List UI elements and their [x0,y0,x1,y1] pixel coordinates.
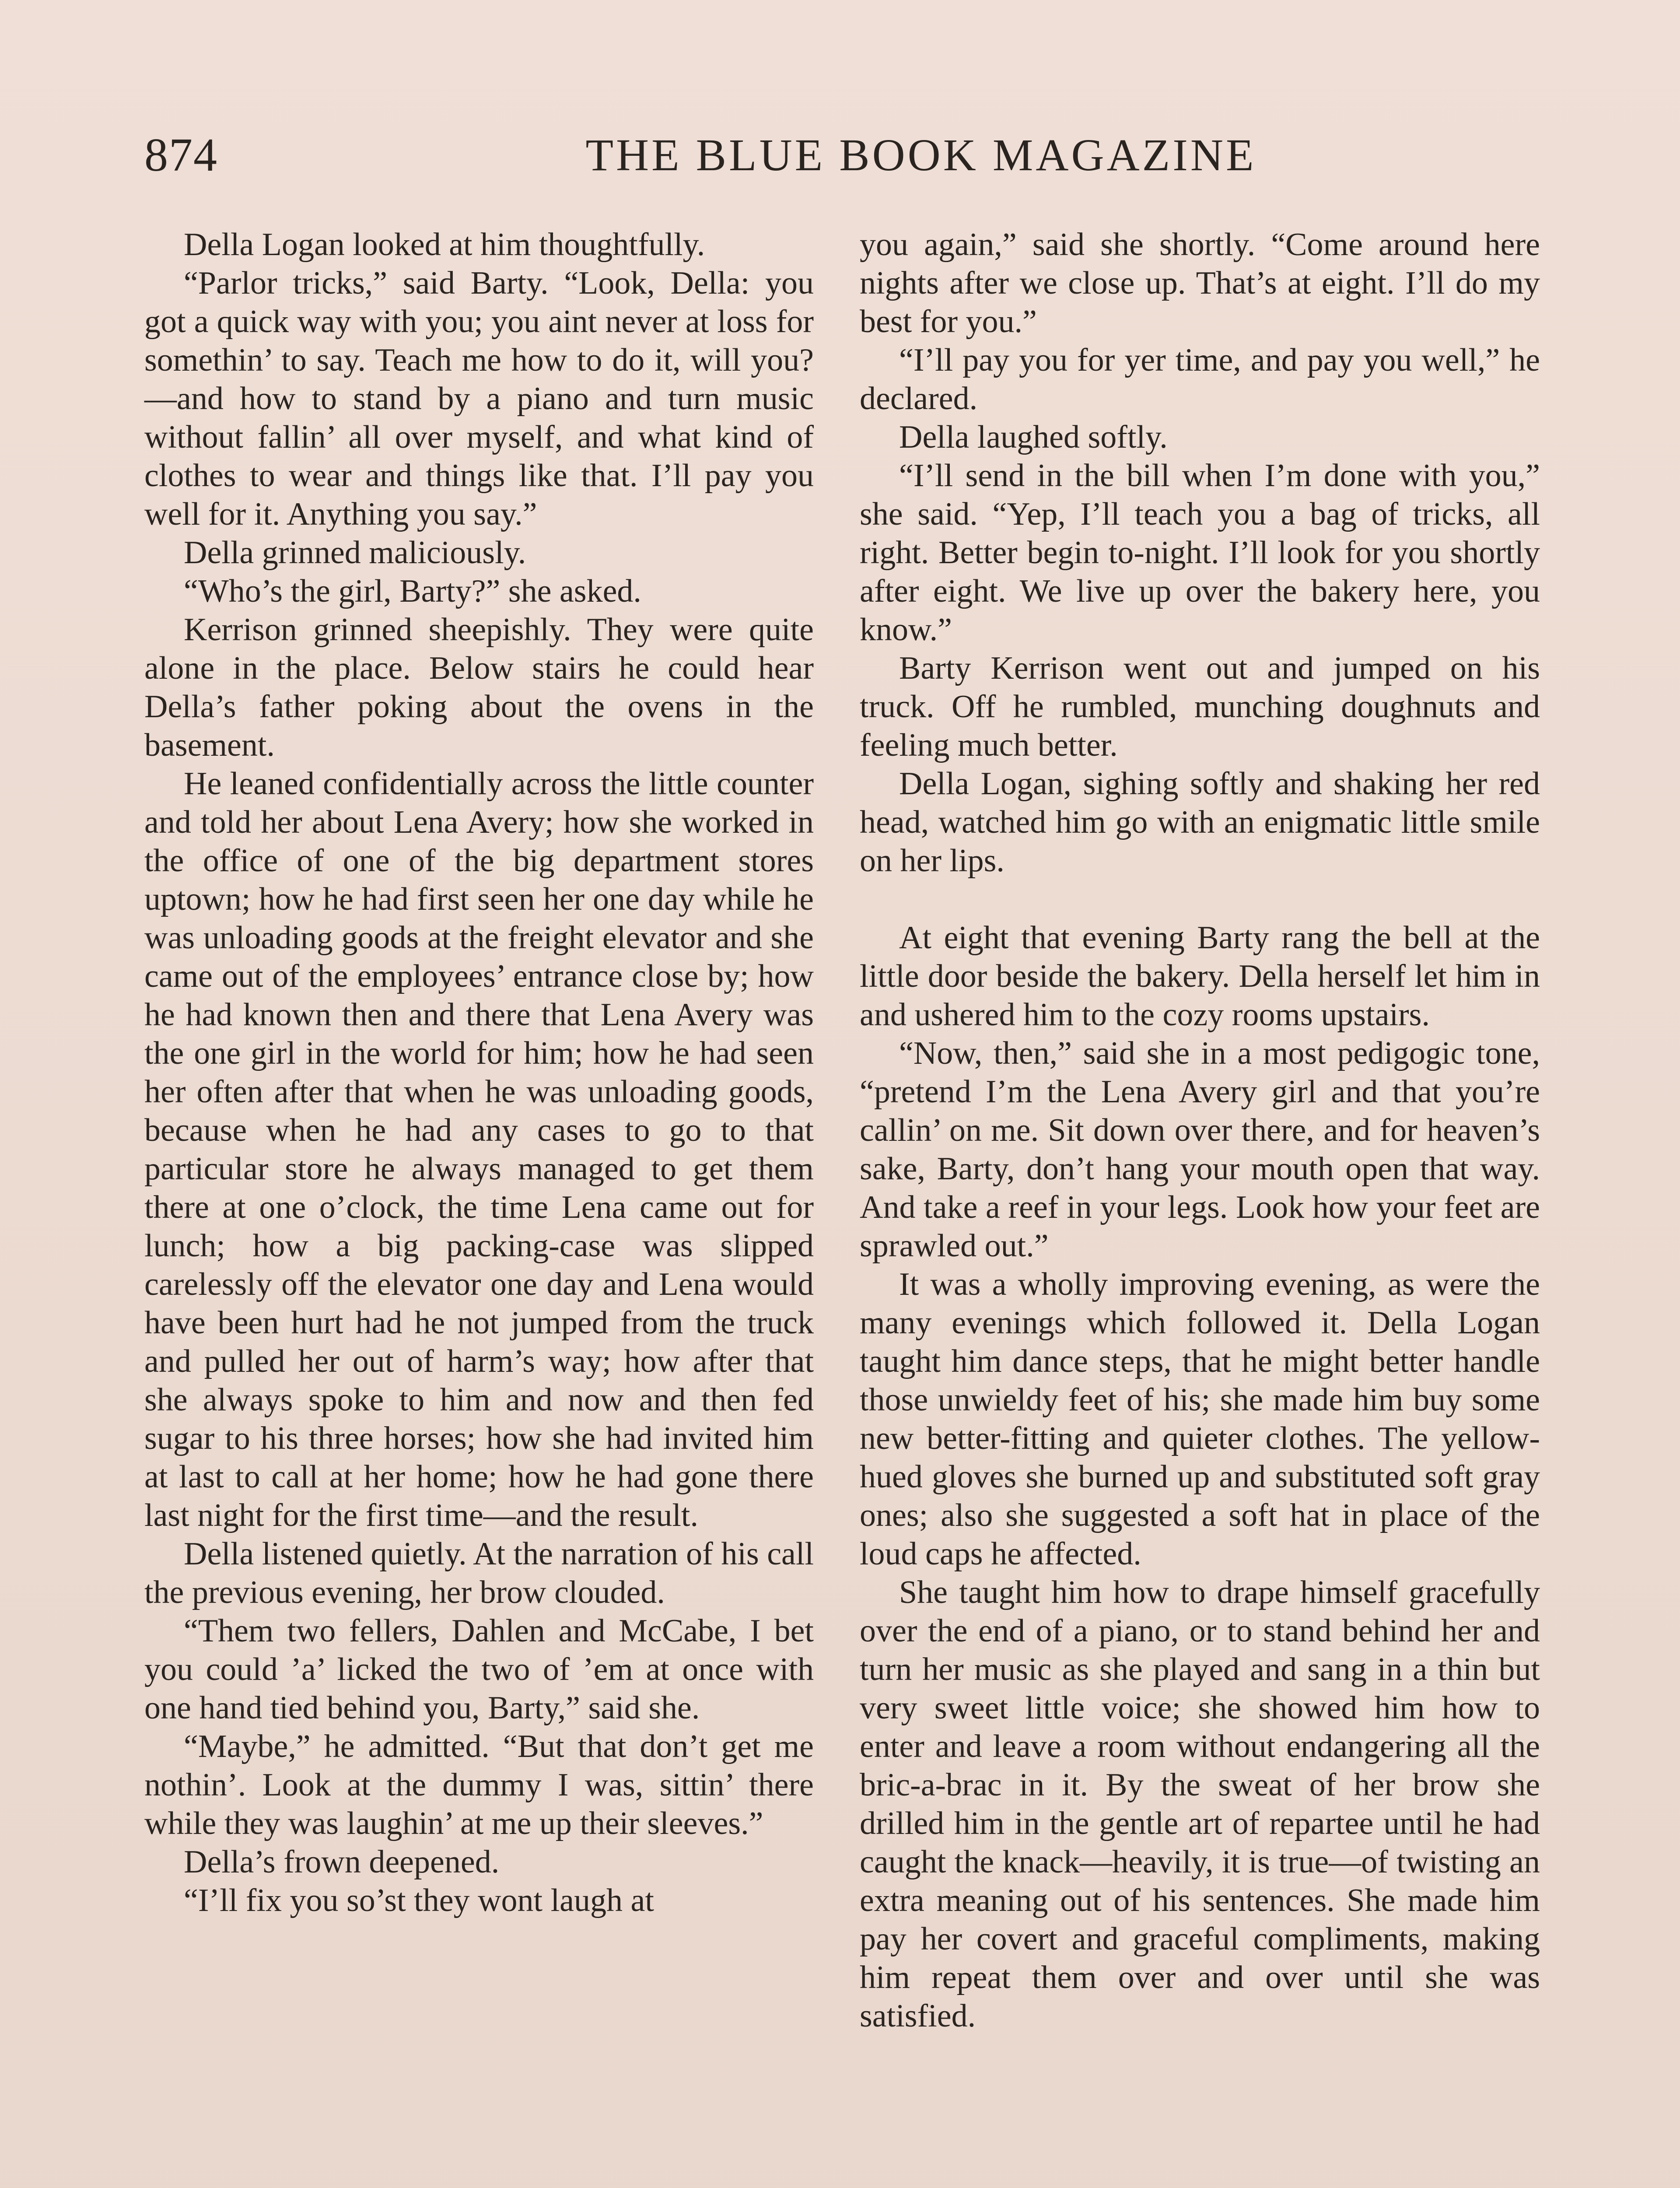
paragraph: “Who’s the girl, Barty?” she asked. [184,573,641,609]
paragraph: you again,” said she shortly. “Come around here nights after we close up. That’s at eight. I’ll do my best for you.” [860,227,1540,340]
paragraph: Della Logan looked at him thoughtfully. [184,227,705,263]
paragraph: “Maybe,” he admitted. “But that don’t get me nothin’. Look at the dummy I was, sittin’ there while they was laughin’ at me up their sleeves.” [144,1729,814,1841]
paragraph: Della Logan, sighing softly and shaking her red head, watched him go with an enigmatic little smile on her lips. [860,766,1540,879]
paragraph: “I’ll pay you for yer time, and pay you well,” he declared. [860,342,1540,417]
paragraph: Barty Kerrison went out and jumped on his truck. Off he rumbled, munching doughnuts and feeling much better. [860,650,1540,763]
paragraph: Della laughed softly. [899,419,1168,455]
running-title: THE BLUE BOOK MAGAZINE [585,130,1256,180]
left-column [144,225,814,1920]
paragraph: Della grinned maliciously. [184,535,526,571]
paragraph: She taught him how to drape himself gracefully over the end of a piano, or to stand behind her and turn her music as she played and sang in a thin but very sweet little voice; she showed him how to enter and leave a room without endangering all the bric-a-brac in it. By the sweat of her brow she drilled him in the gentle art of repartee until he had caught the knack—heavily, it is true—of twisting an extra meaning out of his sentences. She made him pay her covert and graceful compliments, making him repeat them over and over until she was satisfied. [860,1574,1540,2034]
paragraph: “Them two fellers, Dahlen and McCabe, I bet you could ’a’ licked the two of ’em at once with one hand tied behind you, Barty,” said she. [144,1613,814,1726]
paragraph: It was a wholly improving evening, as were the many evenings which followed it. Della Logan taught him dance steps, that he might better handle those unwieldy feet of his; she made him buy some new better-fitting and quieter clothes. The yellow-hued gloves she burned up and substituted soft gray ones; also she suggested a soft hat in place of the loud caps he affected. [860,1266,1540,1572]
paragraph: Kerrison grinned sheepishly. They were quite alone in the place. Below stairs he could hear Della’s father poking about the ovens in the basement. [144,612,814,763]
paragraph: “I’ll fix you so’st they wont laugh at [184,1883,654,1918]
paragraph: “I’ll send in the bill when I’m done with you,” she said. “Yep, I’ll teach you a bag of tricks, all right. Better begin to-night. I’ll look for you shortly after eight. We live up over the bakery here, you know.” [860,458,1540,648]
page-header [144,125,1575,186]
paragraph: “Parlor tricks,” said Barty. “Look, Della: you got a quick way with you; you aint never at loss for somethin’ to say. Teach me how to do it, will you?—and how to stand by a piano and turn music without fallin’ all over myself, and what kind of clothes to wear and things like that. I’ll pay you well for it. Anything you say.” [144,265,814,532]
right-column [860,225,1540,2035]
paragraph: Della listened quietly. At the narration of his call the previous evening, her brow clouded. [144,1536,814,1610]
paragraph: At eight that evening Barty rang the bell at the little door beside the bakery. Della herself let him in and ushered him to the cozy rooms upstairs. [860,920,1540,1033]
paragraph: “Now, then,” said she in a most pedigogic tone, “pretend I’m the Lena Avery girl and that you’re callin’ on me. Sit down over there, and for heaven’s sake, Barty, don’t hang your mouth open that way. And take a reef in your legs. Look how your feet are sprawled out.” [860,1035,1540,1264]
paragraph: Della’s frown deepened. [184,1844,500,1880]
page-number: 874 [144,129,218,181]
paragraph: He leaned confidentially across the little counter and told her about Lena Avery; how she worked in the office of one of the big department stores uptown; how he had first seen her one day while he was unloading goods at the freight elevator and she came out of the employees’ entrance close by; how he had known then and there that Lena Avery was the one girl in the world for him; how he had seen her often after that when he was unloading goods, because when he had any cases to go to that particular store he always managed to get them there at one o’clock, the time Lena came out for lunch; how a big packing-case was slipped carelessly off the elevator one day and Lena would have been hurt had he not jumped from the truck and pulled her out of harm’s way; how after that she always spoke to him and now and then fed sugar to his three horses; how she had invited him at last to call at her home; how he had gone there last night for the first time—and the result. [144,766,814,1533]
